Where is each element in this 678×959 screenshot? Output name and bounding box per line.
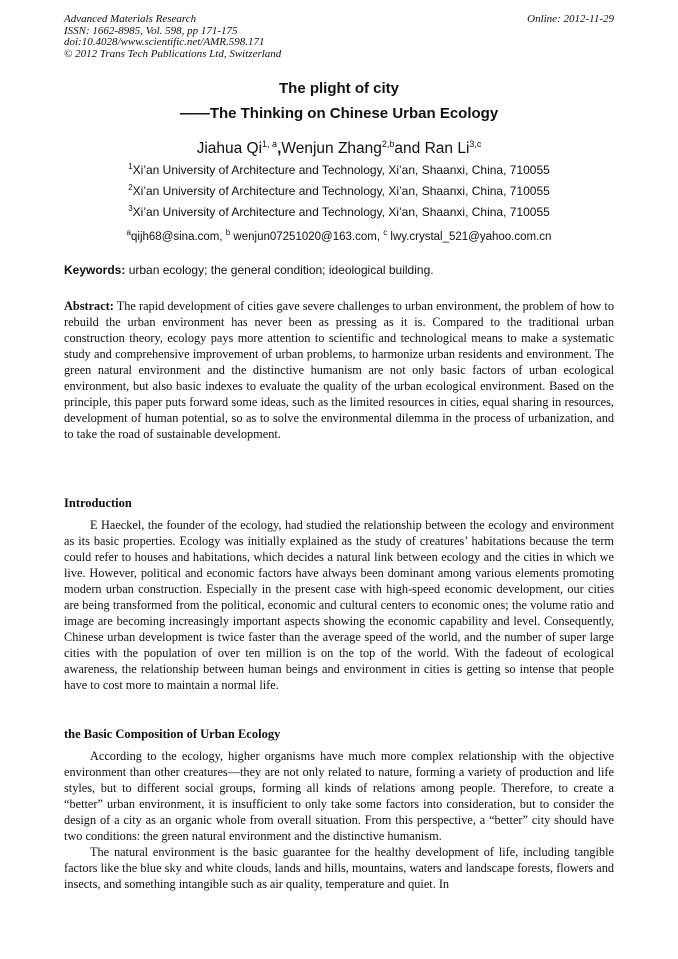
affiliation (0, 183, 678, 198)
email-text: qijh68@sina.com, (131, 230, 226, 243)
email-list (0, 228, 678, 243)
section-body-basic-composition (64, 748, 614, 892)
email-text: wenjun07251020@163.com, (230, 230, 384, 243)
affiliation-text: Xi’an University of Architecture and Technology, Xi’an, Shaanxi, China, 710055 (132, 205, 550, 219)
abstract-text: The rapid development of cities gave severe challenges to urban environment, the problem of how to rebuild the urban environment has never been as pressing as it is. Compared to the traditional urban construction theory, ecology pays more attention to scientific and technological means to make a systematic study and comprehensive improvement of urban problems, to harmonize urban residents and environment. The green natural environment and the distinctive humanism are not only basic factors of urban ecological environment, but also basic indexes to evaluate the quality of the urban ecological environment. Based on the principle, this paper puts forward some ideas, such as the limited resources in cities, equal sharing in resources, development of human potential, so as to solve the environmental dilemma in the process of urbanization, and to take the road of sustainable development. (64, 299, 614, 441)
email-sup: b (225, 228, 231, 237)
author-sup: 1, a (262, 139, 278, 149)
author-name: Wenjun Zhang (281, 140, 382, 158)
affiliation-sup: 3 (128, 204, 133, 213)
affiliation-text: Xi’an University of Architecture and Technology, Xi’an, Shaanxi, China, 710055 (132, 184, 550, 198)
affiliation (0, 162, 678, 177)
section-title-basic-composition: the Basic Composition of Urban Ecology (64, 727, 281, 741)
online-date: Online: 2012-11-29 (527, 13, 614, 25)
author-list (0, 139, 678, 158)
email-sup: a (126, 228, 131, 237)
keywords (64, 263, 614, 277)
author-sup: 3,c (469, 139, 482, 149)
author-sep: and (394, 140, 425, 158)
copyright-line: © 2012 Trans Tech Publications Ltd, Switzerland (64, 47, 282, 60)
paper-subtitle: ——The Thinking on Chinese Urban Ecology (179, 105, 499, 122)
section-body-introduction (64, 517, 614, 693)
abstract-label: Abstract: (64, 299, 114, 313)
doi-line: doi:10.4028/www.scientific.net/AMR.598.171 (64, 36, 265, 48)
paragraph: According to the ecology, higher organisms have much more complex relationship with the objective environment than other creatures—they are not only related to nature, forming a variety of production and life styles, but to different social groups, forming all kinds of relations among people. Therefore, to create a “better” urban environment, it is insufficient to only take some factors into consideration, but to consider the design of a city as an organic whole from overall situation. From this perspective, a “better” city should have two conditions: the green natural environment and the distinctive humanism. (64, 749, 614, 843)
affiliation-sup: 2 (128, 183, 133, 192)
abstract (64, 298, 614, 442)
paper-title: The plight of city (279, 80, 399, 97)
section-title-introduction: Introduction (64, 496, 132, 510)
paragraph: The natural environment is the basic guarantee for the healthy development of life, including tangible factors like the blue sky and white clouds, lands and hills, mountains, waters and landscape forests, flowers and insects, and something intangible such as air quality, temperature and quiet. In (64, 845, 614, 891)
paragraph: E Haeckel, the founder of the ecology, had studied the relationship between the ecology and environment as its basic properties. Ecology was initially explained as the study of creatures’ habitations because the term could refer to houses and habitations, which decides a natural link between ecology and the cities in which we live. However, political and economic factors have always been dominant among various elements promoting modern urban construction. Especially in the present case with high-speed economic development, our cities are being transformed from the political, economic and cultural centers to economic ones; the volume ratio and image are becoming increasingly important aspects showing the economic capability and level. Consequently, Chinese urban development is twice faster than the average speed of the world, and the number of super large cities with the population of over ten million is on the top of the world. With the fadeout of ecological awareness, the relationship between human beings and environment in cities is getting so intense that people have to cost more to maintain a normal life. (64, 518, 614, 692)
affiliation (0, 204, 678, 219)
journal-header (64, 14, 281, 60)
keywords-label: Keywords: (64, 263, 126, 277)
journal-name: Advanced Materials Research (64, 13, 197, 25)
author-sup: 2,b (381, 139, 395, 149)
email-text: lwy.crystal_521@yahoo.com.cn (387, 230, 552, 243)
author-sep: , (277, 140, 282, 158)
email-sup: c (383, 228, 388, 237)
affiliation-text: Xi’an University of Architecture and Technology, Xi’an, Shaanxi, China, 710055 (132, 163, 550, 177)
affiliation-sup: 1 (128, 162, 133, 171)
issn-line: ISSN: 1662-8985, Vol. 598, pp 171-175 (64, 24, 238, 37)
author-name: Ran Li (424, 140, 470, 158)
author-name: Jiahua Qi (196, 140, 263, 158)
keywords-text: urban ecology; the general condition; ideological building. (125, 263, 434, 277)
